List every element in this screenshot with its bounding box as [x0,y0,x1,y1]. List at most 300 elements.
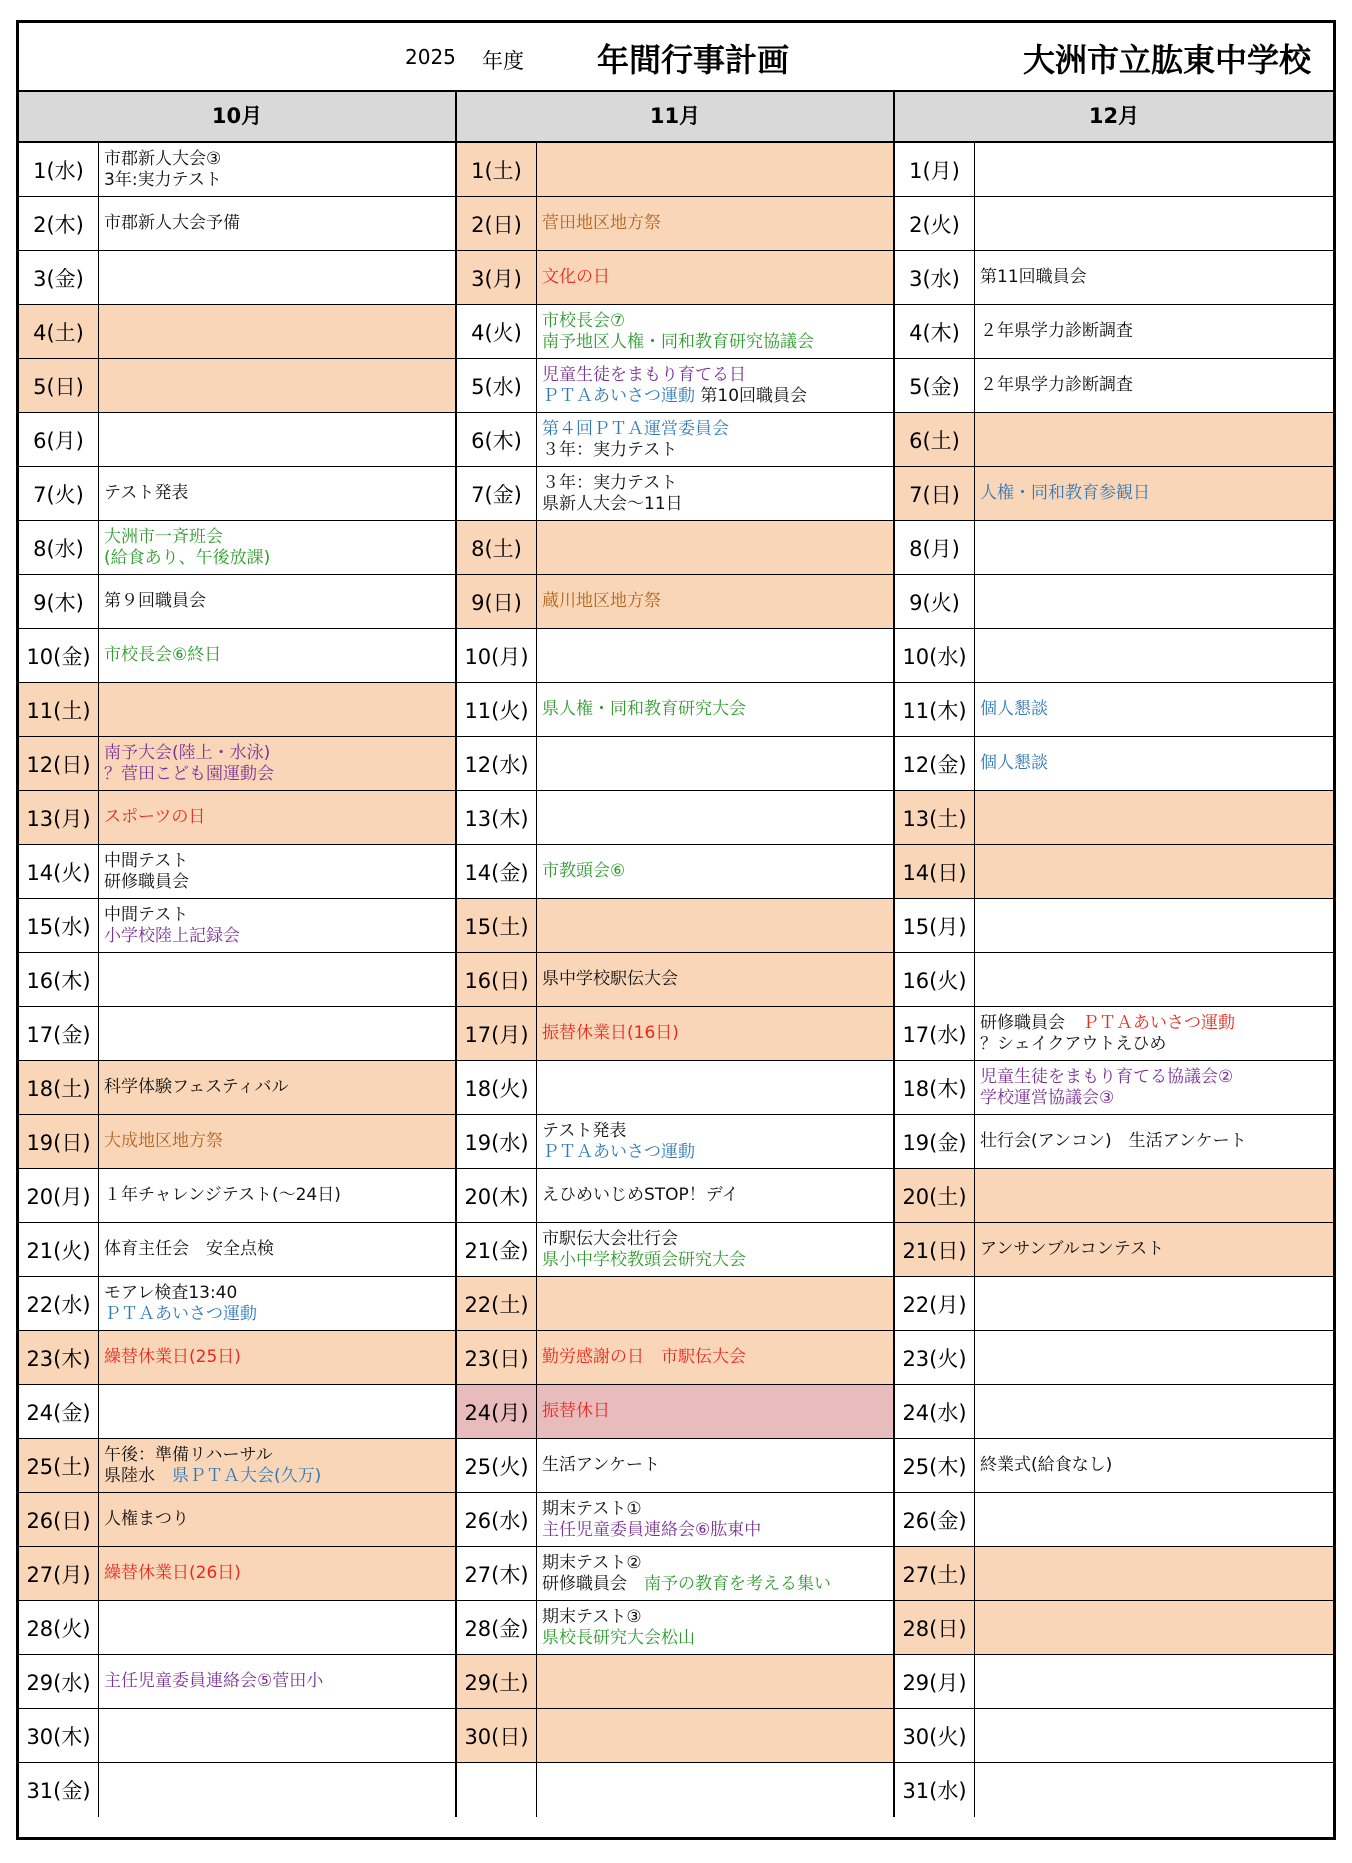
event-text-secondary: ＰＴＡあいさつ運動 [1082,1012,1235,1033]
date-cell: 31(水) [895,1763,975,1817]
date-cell: 16(火) [895,953,975,1006]
event-cell [975,359,1333,412]
event-line [104,1131,450,1152]
day-row [457,1331,893,1385]
date-cell: 1(水) [19,143,99,196]
date-cell: 3(月) [457,251,537,304]
event-line [542,440,888,461]
event-cell [99,1331,455,1384]
event-line [104,1239,450,1260]
event-cell [99,305,455,358]
day-row [19,467,455,521]
event-cell [975,1007,1333,1060]
event-line [542,699,888,720]
event-line [104,1283,450,1304]
month-column-dec [895,143,1333,1817]
event-cell [537,953,893,1006]
day-row [895,1763,1333,1817]
event-text: 主任児童委員連絡会⑤菅田小 [104,1671,324,1691]
event-cell [975,1115,1333,1168]
day-row [457,197,893,251]
event-text: ＰＴＡあいさつ運動 [542,385,695,406]
event-cell [537,629,893,682]
event-line [542,1023,888,1044]
event-text: モアレ検査13:40 [104,1282,238,1303]
event-line [980,753,1328,774]
day-row [895,737,1333,791]
date-cell: 1(月) [895,143,975,196]
date-cell [457,1763,537,1817]
event-text: 市郡新人大会③ [104,148,222,169]
date-cell: 2(日) [457,197,537,250]
event-line [980,375,1328,396]
event-text: 県校長研究大会松山 [542,1627,695,1648]
date-cell: 27(月) [19,1547,99,1600]
event-text: テスト発表 [542,1120,627,1141]
day-row [895,1169,1333,1223]
event-cell [975,1601,1333,1654]
event-text-secondary: 南予の教育を考える集い [644,1573,831,1594]
date-cell: 9(火) [895,575,975,628]
day-row [457,359,893,413]
date-cell: 15(土) [457,899,537,952]
date-cell: 12(日) [19,737,99,790]
day-row [895,683,1333,737]
event-cell [975,575,1333,628]
day-row [895,1115,1333,1169]
month-header-dec: 12月 [1088,104,1140,128]
event-cell [975,1655,1333,1708]
event-line [542,1553,888,1574]
date-cell: 6(木) [457,413,537,466]
day-row [457,521,893,575]
day-row [895,251,1333,305]
day-row [19,953,455,1007]
event-text: 菅田地区地方祭 [542,213,661,233]
date-cell: 17(水) [895,1007,975,1060]
event-text: 児童生徒をまもり育てる協議会② [980,1066,1234,1087]
day-row [895,305,1333,359]
event-cell [537,1439,893,1492]
event-cell [975,629,1333,682]
event-cell [975,899,1333,952]
date-cell: 15(水) [19,899,99,952]
date-cell: 16(木) [19,953,99,1006]
day-row [895,575,1333,629]
date-cell: 11(木) [895,683,975,736]
event-text: 南予地区人権・同和教育研究協議会 [542,331,814,352]
day-row [457,683,893,737]
event-cell [975,1439,1333,1492]
event-cell [537,521,893,574]
event-line [104,1077,450,1098]
event-cell [537,1223,893,1276]
event-line [104,213,450,234]
date-cell: 19(金) [895,1115,975,1168]
school-name: 大洲市立肱東中学校 [1022,41,1311,79]
day-row [19,413,455,467]
day-row [457,1493,893,1547]
event-cell [99,467,455,520]
date-cell: 9(木) [19,575,99,628]
event-cell [975,1223,1333,1276]
event-cell [975,1169,1333,1222]
day-row [895,467,1333,521]
month-column-nov [457,143,895,1817]
event-cell [99,197,455,250]
month-header-row [19,92,1333,143]
event-cell [99,899,455,952]
date-cell: 26(水) [457,1493,537,1546]
event-line [104,645,450,666]
event-line [980,1034,1328,1055]
event-line [104,872,450,893]
day-row [895,953,1333,1007]
event-line [104,1563,450,1584]
event-cell [975,791,1333,844]
event-cell [975,1277,1333,1330]
event-cell [99,845,455,898]
event-cell [537,1169,893,1222]
event-cell [975,413,1333,466]
event-cell [975,305,1333,358]
day-row [19,845,455,899]
date-cell: 25(木) [895,1439,975,1492]
day-row [457,1547,893,1601]
event-line [542,365,888,386]
date-cell: 14(火) [19,845,99,898]
event-line [542,311,888,332]
event-text: 勤労感謝の日 市駅伝大会 [542,1347,746,1367]
day-row [895,359,1333,413]
event-text: 県新人大会～11日 [542,493,683,514]
date-cell: 25(土) [19,1439,99,1492]
event-text: 3年:実力テスト [104,169,222,190]
event-line [104,807,450,828]
event-text: 第９回職員会 [104,591,206,611]
event-cell [99,359,455,412]
event-line [542,473,888,494]
date-cell: 10(月) [457,629,537,682]
event-text: 期末テスト② [542,1552,642,1573]
day-row [19,1709,455,1763]
event-text: 振替休日 [542,1401,610,1421]
day-row [457,305,893,359]
event-line [542,1142,888,1163]
event-line [980,1067,1328,1088]
day-row [19,1547,455,1601]
event-text: ２年県学力診断調査 [980,321,1133,341]
event-cell [537,1655,893,1708]
event-cell [975,953,1333,1006]
event-line [980,483,1328,504]
date-cell: 28(日) [895,1601,975,1654]
day-row [457,575,893,629]
event-cell [537,359,893,412]
event-line [542,494,888,515]
event-cell [99,1655,455,1708]
event-line [104,1304,450,1325]
date-cell: 23(火) [895,1331,975,1384]
event-cell [537,1709,893,1762]
day-row [19,1007,455,1061]
day-row [457,791,893,845]
event-cell [99,521,455,574]
event-line [980,1088,1328,1109]
date-cell: 8(土) [457,521,537,574]
event-text: 南予大会(陸上・水泳) [104,742,271,763]
event-cell [99,1493,455,1546]
date-cell: 30(火) [895,1709,975,1762]
event-cell [975,1709,1333,1762]
day-row [457,1115,893,1169]
event-text: 県陸水 [104,1465,172,1486]
day-row [19,521,455,575]
day-row [19,1115,455,1169]
date-cell: 5(金) [895,359,975,412]
event-text: 主任児童委員連絡会⑥肱東中 [542,1519,762,1540]
date-cell: 7(金) [457,467,537,520]
event-text: 大成地区地方祭 [104,1131,223,1151]
event-text: 期末テスト③ [542,1606,642,1627]
day-row [895,143,1333,197]
event-line [980,699,1328,720]
day-row [457,1601,893,1655]
event-text: 県小中学校教頭会研究大会 [542,1249,746,1270]
event-text: ？シェイクアウトえひめ [980,1033,1167,1054]
event-text: 市郡新人大会予備 [104,213,240,233]
event-line [542,1185,888,1206]
date-cell: 12(水) [457,737,537,790]
event-cell [99,1115,455,1168]
event-cell [537,1763,893,1817]
event-text: 研修職員会 [104,871,189,892]
event-cell [537,845,893,898]
date-cell: 31(金) [19,1763,99,1817]
event-text: 市教頭会⑥ [542,861,626,881]
day-row [895,1223,1333,1277]
event-cell [99,1709,455,1762]
date-cell: 15(月) [895,899,975,952]
day-row [19,197,455,251]
event-line [542,1121,888,1142]
day-row [19,1169,455,1223]
event-cell [537,737,893,790]
event-text: 壮行会(アンコン) 生活アンケート [980,1131,1247,1151]
event-cell [975,1547,1333,1600]
date-cell: 22(土) [457,1277,537,1330]
event-line [980,1239,1328,1260]
event-text: 人権まつり [104,1509,189,1529]
date-cell: 22(水) [19,1277,99,1330]
event-text: 繰替休業日(25日) [104,1347,241,1367]
day-row [19,1331,455,1385]
event-text: ＰＴＡあいさつ運動 [104,1303,257,1324]
date-cell: 18(土) [19,1061,99,1114]
event-line [542,1250,888,1271]
date-cell: 24(水) [895,1385,975,1438]
date-cell: 7(日) [895,467,975,520]
event-cell [99,953,455,1006]
date-cell: 4(木) [895,305,975,358]
event-line [542,591,888,612]
event-text: 県人権・同和教育研究大会 [542,699,746,719]
event-text: 個人懇談 [980,753,1048,773]
day-row [895,1007,1333,1061]
event-text-secondary: 第10回職員会 [695,385,808,406]
day-row [19,305,455,359]
event-text: 期末テスト① [542,1498,642,1519]
day-row [19,791,455,845]
day-row [895,845,1333,899]
date-cell: 7(火) [19,467,99,520]
day-row [895,1385,1333,1439]
event-cell [99,575,455,628]
day-row [457,953,893,1007]
event-cell [537,1331,893,1384]
date-cell: 10(水) [895,629,975,682]
date-cell: 28(火) [19,1601,99,1654]
fiscal-year: 2025 [405,45,456,69]
day-row [19,143,455,197]
day-row [19,1493,455,1547]
day-row [895,1439,1333,1493]
event-cell [99,1169,455,1222]
day-row [457,629,893,683]
event-text: １年チャレンジテスト(～24日) [104,1185,341,1205]
event-cell [975,1061,1333,1114]
date-cell: 23(日) [457,1331,537,1384]
event-cell [537,1061,893,1114]
event-cell [537,305,893,358]
event-text: ３年：実力テスト [542,439,678,460]
date-cell: 2(木) [19,197,99,250]
event-cell [975,1493,1333,1546]
event-cell [537,1547,893,1600]
date-cell: 30(日) [457,1709,537,1762]
month-header-oct: 10月 [19,92,457,141]
event-cell [99,629,455,682]
event-text: 研修職員会 [980,1012,1082,1033]
date-cell: 14(金) [457,845,537,898]
day-row [895,629,1333,683]
event-cell [537,575,893,628]
day-row [895,1601,1333,1655]
event-text: 文化の日 [542,267,610,287]
event-cell [975,467,1333,520]
event-text: テスト発表 [104,483,189,503]
event-text: 蔵川地区地方祭 [542,591,661,611]
event-text: ２年県学力診断調査 [980,375,1133,395]
day-row [19,629,455,683]
event-cell [99,1439,455,1492]
event-cell [537,251,893,304]
month-header-nov: 11月 [457,92,895,141]
event-line [542,419,888,440]
event-cell [537,1115,893,1168]
event-cell [975,143,1333,196]
event-line [542,213,888,234]
date-cell: 1(土) [457,143,537,196]
day-row [895,1655,1333,1709]
event-line [104,1671,450,1692]
event-text-secondary: 県ＰＴＡ大会(久万) [172,1465,322,1486]
day-row [895,791,1333,845]
event-text: 午後：準備リハーサル [104,1444,273,1465]
day-row [457,467,893,521]
date-cell: 18(火) [457,1061,537,1114]
event-text: スポーツの日 [104,807,206,827]
date-cell: 16(日) [457,953,537,1006]
event-line [104,548,450,569]
event-cell [975,1385,1333,1438]
day-row [457,1439,893,1493]
day-row [895,899,1333,953]
day-row [895,1277,1333,1331]
date-cell: 21(日) [895,1223,975,1276]
date-cell: 20(土) [895,1169,975,1222]
day-row [19,1385,455,1439]
date-cell: 23(木) [19,1331,99,1384]
day-row [19,1601,455,1655]
event-cell [537,413,893,466]
date-cell: 12(金) [895,737,975,790]
day-row [19,1277,455,1331]
event-line [104,1185,450,1206]
date-cell: 11(火) [457,683,537,736]
event-line [980,267,1328,288]
day-row [457,1007,893,1061]
event-cell [975,251,1333,304]
event-line [542,332,888,353]
day-row [457,251,893,305]
event-text: 体育主任会 安全点検 [104,1239,274,1259]
event-cell [975,197,1333,250]
date-cell: 27(木) [457,1547,537,1600]
day-row [19,251,455,305]
date-cell: 4(土) [19,305,99,358]
day-row [895,1061,1333,1115]
event-text: 科学体験フェスティバル [104,1077,289,1097]
date-cell: 19(日) [19,1115,99,1168]
date-cell: 5(水) [457,359,537,412]
event-cell [537,899,893,952]
event-cell [975,845,1333,898]
event-cell [975,1763,1333,1817]
day-row [895,1331,1333,1385]
event-text: 市校長会⑥終日 [104,645,222,665]
event-text: えひめいじめSTOP！デイ [542,1185,739,1205]
day-row [457,1385,893,1439]
event-line [542,1520,888,1541]
event-line [542,267,888,288]
event-line [104,591,450,612]
event-cell [99,1763,455,1817]
event-line [542,1607,888,1628]
event-line [980,1455,1328,1476]
event-line [104,527,450,548]
date-cell: 30(木) [19,1709,99,1762]
day-row [895,413,1333,467]
date-cell: 13(月) [19,791,99,844]
event-cell [975,1331,1333,1384]
date-cell: 20(木) [457,1169,537,1222]
event-cell [537,683,893,736]
event-line [104,170,450,191]
day-row [895,1547,1333,1601]
event-cell [537,1493,893,1546]
event-line [542,969,888,990]
